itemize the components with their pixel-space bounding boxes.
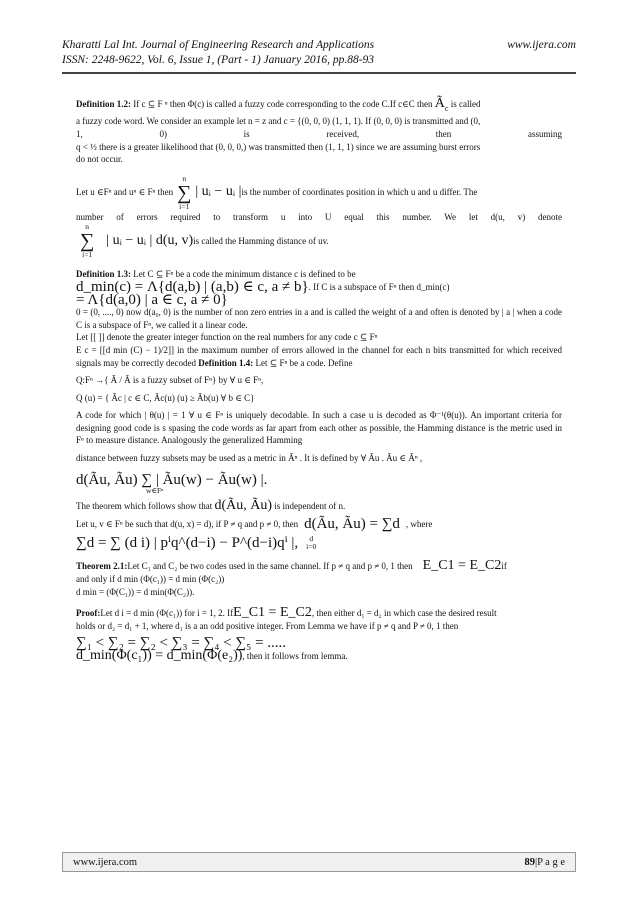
error-text: E c = [[d min (C) − 1)/2]] in the maximum number of errors allowed in the channel for each n bits transmitted for which received signals may be correctly decoded [76,344,562,368]
proof-line2: holds or d₂ = d₁ + 1, where d₁ is a an odd positive integer. From Lemma we have if p ≠ q and P ≠ 0, 1 then [76,620,459,631]
sum-symbol-2: n ∑ i=1 [80,222,95,260]
main-content [76,98,562,663]
let-uv-para [76,515,562,532]
def13-label: Definition 1.3: [76,269,131,280]
sum-bot: i=1 [179,201,190,211]
def13-mid: . If C is a subspace of Fⁿ then d_min(c) [308,281,450,292]
decodable-para: A code for which | θ(u) | = 1 ∀ u ∈ Fⁿ is uniquely decodable. In such a case u is decoded as Φ⁻¹(θ(u)). An important criteria for designing good code is s spasing the code words as far apart from each other as possible, the Hamming distance is the metric used in Fⁿ to measure distance. Analogously the generalized Hamming [76,410,562,446]
sum-d-expr: ∑d = ∑ (d i) | pⁱq^(d−i) − P^(d−i)qⁱ |, [76,535,299,552]
page-num: 89 [524,856,535,868]
sum-d-top: d [309,534,314,544]
def12-line4: q < ½ there is a greater likelihood that (0, 0, 0,) was transmitted then (1, 1, 1) since we are assuming burst errors [76,141,481,152]
def12-line3: 1, 0) is received, then assuming [76,128,562,139]
proof-text: Let d i = d min (Φ(c₁)) for i = 1, 2. If [100,608,234,619]
weight-para: 0 = (0, ...., 0) now d(a₀, 0) is the number of non zero entries in a and is called the weight of a and often is denoted by | a | when a code C is a subspace of Fⁿ, we called it a linear code. [76,307,562,330]
theorem-intro-b: is independent of n. [272,501,346,512]
proof-last-end: , then it follows from lemma. [242,651,348,662]
proof-end: , then either d₁ = d₂ in which case the desired result [311,608,497,619]
hamming-line2: number of errors required to transform u into U equal this number. We let d(u, v) denote [76,211,562,222]
footer-website: www.ijera.com [73,856,138,868]
proof-last-eq: d_min(Φ(c₁)) = d_min(Φ(e₂)) [76,648,243,664]
page-footer [62,852,576,872]
greatest-integer-para: Let [[ ]] denote the greater integer function on the real numbers for any code c ⊆ Fⁿ [76,332,378,343]
theorem-intro-math: d(Ãu, Ãu) [214,498,273,514]
theorem-intro [76,500,562,513]
proof-last [76,650,562,663]
thm21-text: Let C₁ and C₂ be two codes used in the same channel. If p ≠ q and p ≠ 0, 1 then [127,561,413,572]
header-rule [62,72,576,74]
page-label: |P a g e [535,856,565,868]
def14-text: Let ⊆ Fⁿ be a code. Define [253,357,353,368]
sum-d-eq [76,535,562,551]
thm21-eq: E_C1 = E_C2 [422,558,502,574]
page-header [62,38,576,68]
error-para [76,344,562,369]
fuzzy-distance-expr: d(Ãu, Ãu) ∑ | Ãu(w) − Ãu(w) |. [76,471,268,488]
sum-d-bot: i=0 [306,542,317,552]
proof [76,607,562,620]
def12-text: If c ⊆ F ⁿ then Φ(c) is called a fuzzy code corresponding to the code C.If c∈C then [131,99,435,109]
hamming-para-1 [76,175,562,211]
hamming-expr-2: | uᵢ − uᵢ | d(u, v) [106,233,194,249]
thm21-end: if [501,561,507,572]
q-definition: Q (u) = { Ãc | c ∈ C, Ãc(u) (u) ≥ Ãb(u) ∀ b ∈ C} [76,392,255,403]
theorem-intro-a: The theorem which follows show that [76,501,215,512]
hamming-para-2 [76,223,562,259]
let-uv-b: , where [405,518,433,529]
q-mapping: Q:Fⁿ →{ Ã / Ã is a fuzzy subset of Fⁿ} by ∀ u ∈ Fⁿ, [76,375,264,386]
thm21-line3: d min = (Φ(C₁)) = d min(Φ(C₂)). [76,586,195,597]
fuzzy-distance-eq [76,471,562,488]
def12-label: Definition 1.2: [76,99,131,109]
sum-top: n [182,173,187,183]
thm21-label: Theorem 2.1: [76,561,128,572]
hamming-expr: | uᵢ − uᵢ | [195,184,242,200]
sum-symbol: n ∑ i=1 [177,173,192,211]
let-uv-a: Let u, v ∈ Fⁿ be such that d(u, x) = d), if P ≠ q and p ≠ 0, then [76,518,299,529]
def12-line2: a fuzzy code word. We consider an example let n = z and c = {(0, 0, 0) (1, 1, 1). If (0, 0, 0) is transmitted and (0, [76,116,481,127]
def14-label: Definition 1.4: [198,357,254,368]
dmin-equation: d_min(c) = Λ{d(a,b) | (a,b) ∈ c, a ≠ b} [76,278,309,295]
sigma-chain: ∑₁ < ∑₂ = ∑₂ < ∑₃ = ∑₄ < ∑₅ = ..... [76,635,287,652]
fuzzy-distance-sub: w∈Fⁿ [146,486,164,496]
page-number [525,857,566,868]
proof-label: Proof: [76,608,101,619]
def13-pre: Let C ⊆ Fⁿ be a code the minimum distance c is defined to be [131,269,356,280]
journal-title: Kharatti Lal Int. Journal of Engineering Research and Applications [62,39,375,51]
theorem-2-1 [76,560,562,573]
def12-text-end: is called [448,99,481,109]
para-u-pre: Let u ∈Fⁿ and uⁿ ∈ Fⁿ then [76,187,174,198]
def12-ac [435,96,449,111]
let-uv-math: d(Ãu, Ãu) = ∑d [304,515,400,532]
sum2-top: n [85,222,89,232]
def12-ac-a: Ã [434,96,445,111]
proof-eq: E_C1 = E_C2 [233,605,312,621]
definition-1-2 [76,98,562,115]
header-website: www.ijera.com [507,39,576,51]
thm21-line2: and only if d min (Φ(c₁)) = d min (Φ(c₂)) [76,574,225,585]
def12-ac-sub: c [444,103,449,113]
def12-line5: do not occur. [76,154,123,165]
sum-d-limits [306,535,316,551]
generalized-distance-para: distance between fuzzy subsets may be used as a metric in Ãⁿ . It is defined by ∀ Ãu . Ãu ∈ Ãⁿ , [76,453,423,464]
issn-line: ISSN: 2248-9622, Vol. 6, Issue 1, (Part - 1) January 2016, pp.88-93 [62,54,375,66]
para-u-post: is the number of coordinates position in which u and u differ. The [241,187,478,198]
sum2-bot: i=1 [82,250,93,260]
hamming-post-2: is called the Hamming distance of uv. [193,236,329,247]
dmin-linear-equation: = Λ{d(a,0) | a ∈ c, a ≠ 0} [76,291,228,308]
